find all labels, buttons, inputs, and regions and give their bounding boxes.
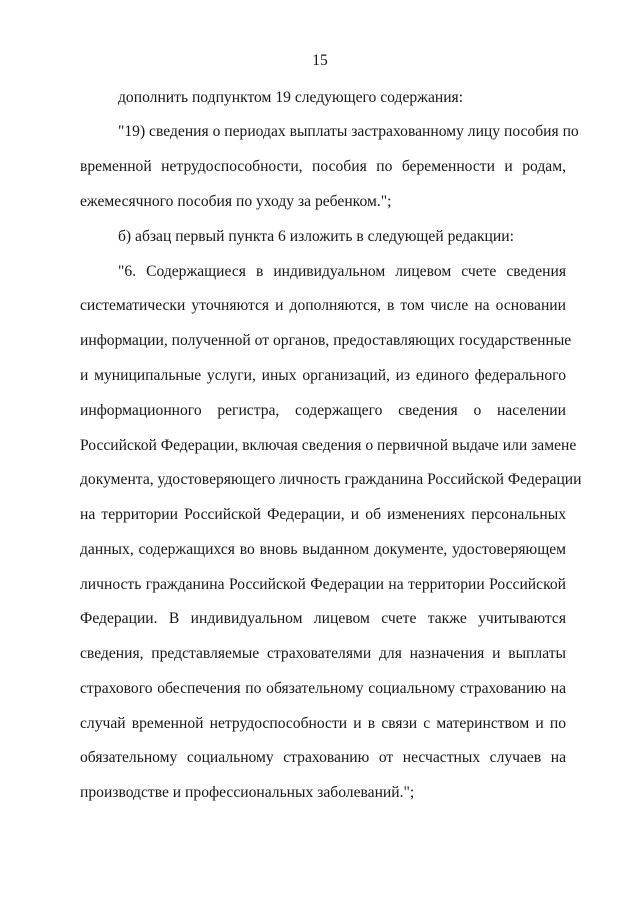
page-number: 15 xyxy=(312,52,328,69)
text-line: страхового обеспечения по обязательному социальному страхованию на xyxy=(80,680,566,697)
text-line: систематически уточняются и дополняются, в том числе на основании xyxy=(80,297,566,314)
text-line: "6. Содержащиеся в индивидуальном лицевом счете сведения xyxy=(118,263,566,280)
text-line: и муниципальные услуги, иных организаций, из единого федерального xyxy=(80,367,566,384)
text-line: случай временной нетрудоспособности и в связи с материнством и по xyxy=(80,715,566,732)
text-line: личность гражданина Российской Федерации на территории Российской xyxy=(80,576,566,593)
text-line: информации, полученной от органов, предоставляющих государственные xyxy=(80,332,572,349)
text-line: временной нетрудоспособности, пособия по беременности и родам, xyxy=(80,158,566,175)
text-line: сведения, представляемые страхователями для назначения и выплаты xyxy=(80,645,566,662)
text-line: "19) сведения о периодах выплаты застрахованному лицу пособия по xyxy=(118,123,579,140)
text-line: информационного регистра, содержащего сведения о населении xyxy=(80,402,566,419)
text-line: ежемесячного пособия по уходу за ребенком."; xyxy=(80,193,392,210)
text-line: данных, содержащихся во вновь выданном документе, удостоверяющем xyxy=(80,541,566,558)
text-line: производстве и профессиональных заболеваний."; xyxy=(80,784,415,801)
text-line: Российской Федерации, включая сведения о первичной выдаче или замене xyxy=(80,437,577,454)
text-line: документа, удостоверяющего личность гражданина Российской Федерации xyxy=(80,471,582,488)
text-line: Федерации. В индивидуальном лицевом счете также учитываются xyxy=(80,610,566,627)
text-line: дополнить подпунктом 19 следующего содержания: xyxy=(118,89,464,106)
text-line: на территории Российской Федерации, и об изменениях персональных xyxy=(80,506,566,523)
text-line: обязательному социальному страхованию от несчастных случаев на xyxy=(80,749,566,766)
text-line: б) абзац первый пункта 6 изложить в следующей редакции: xyxy=(118,228,514,245)
